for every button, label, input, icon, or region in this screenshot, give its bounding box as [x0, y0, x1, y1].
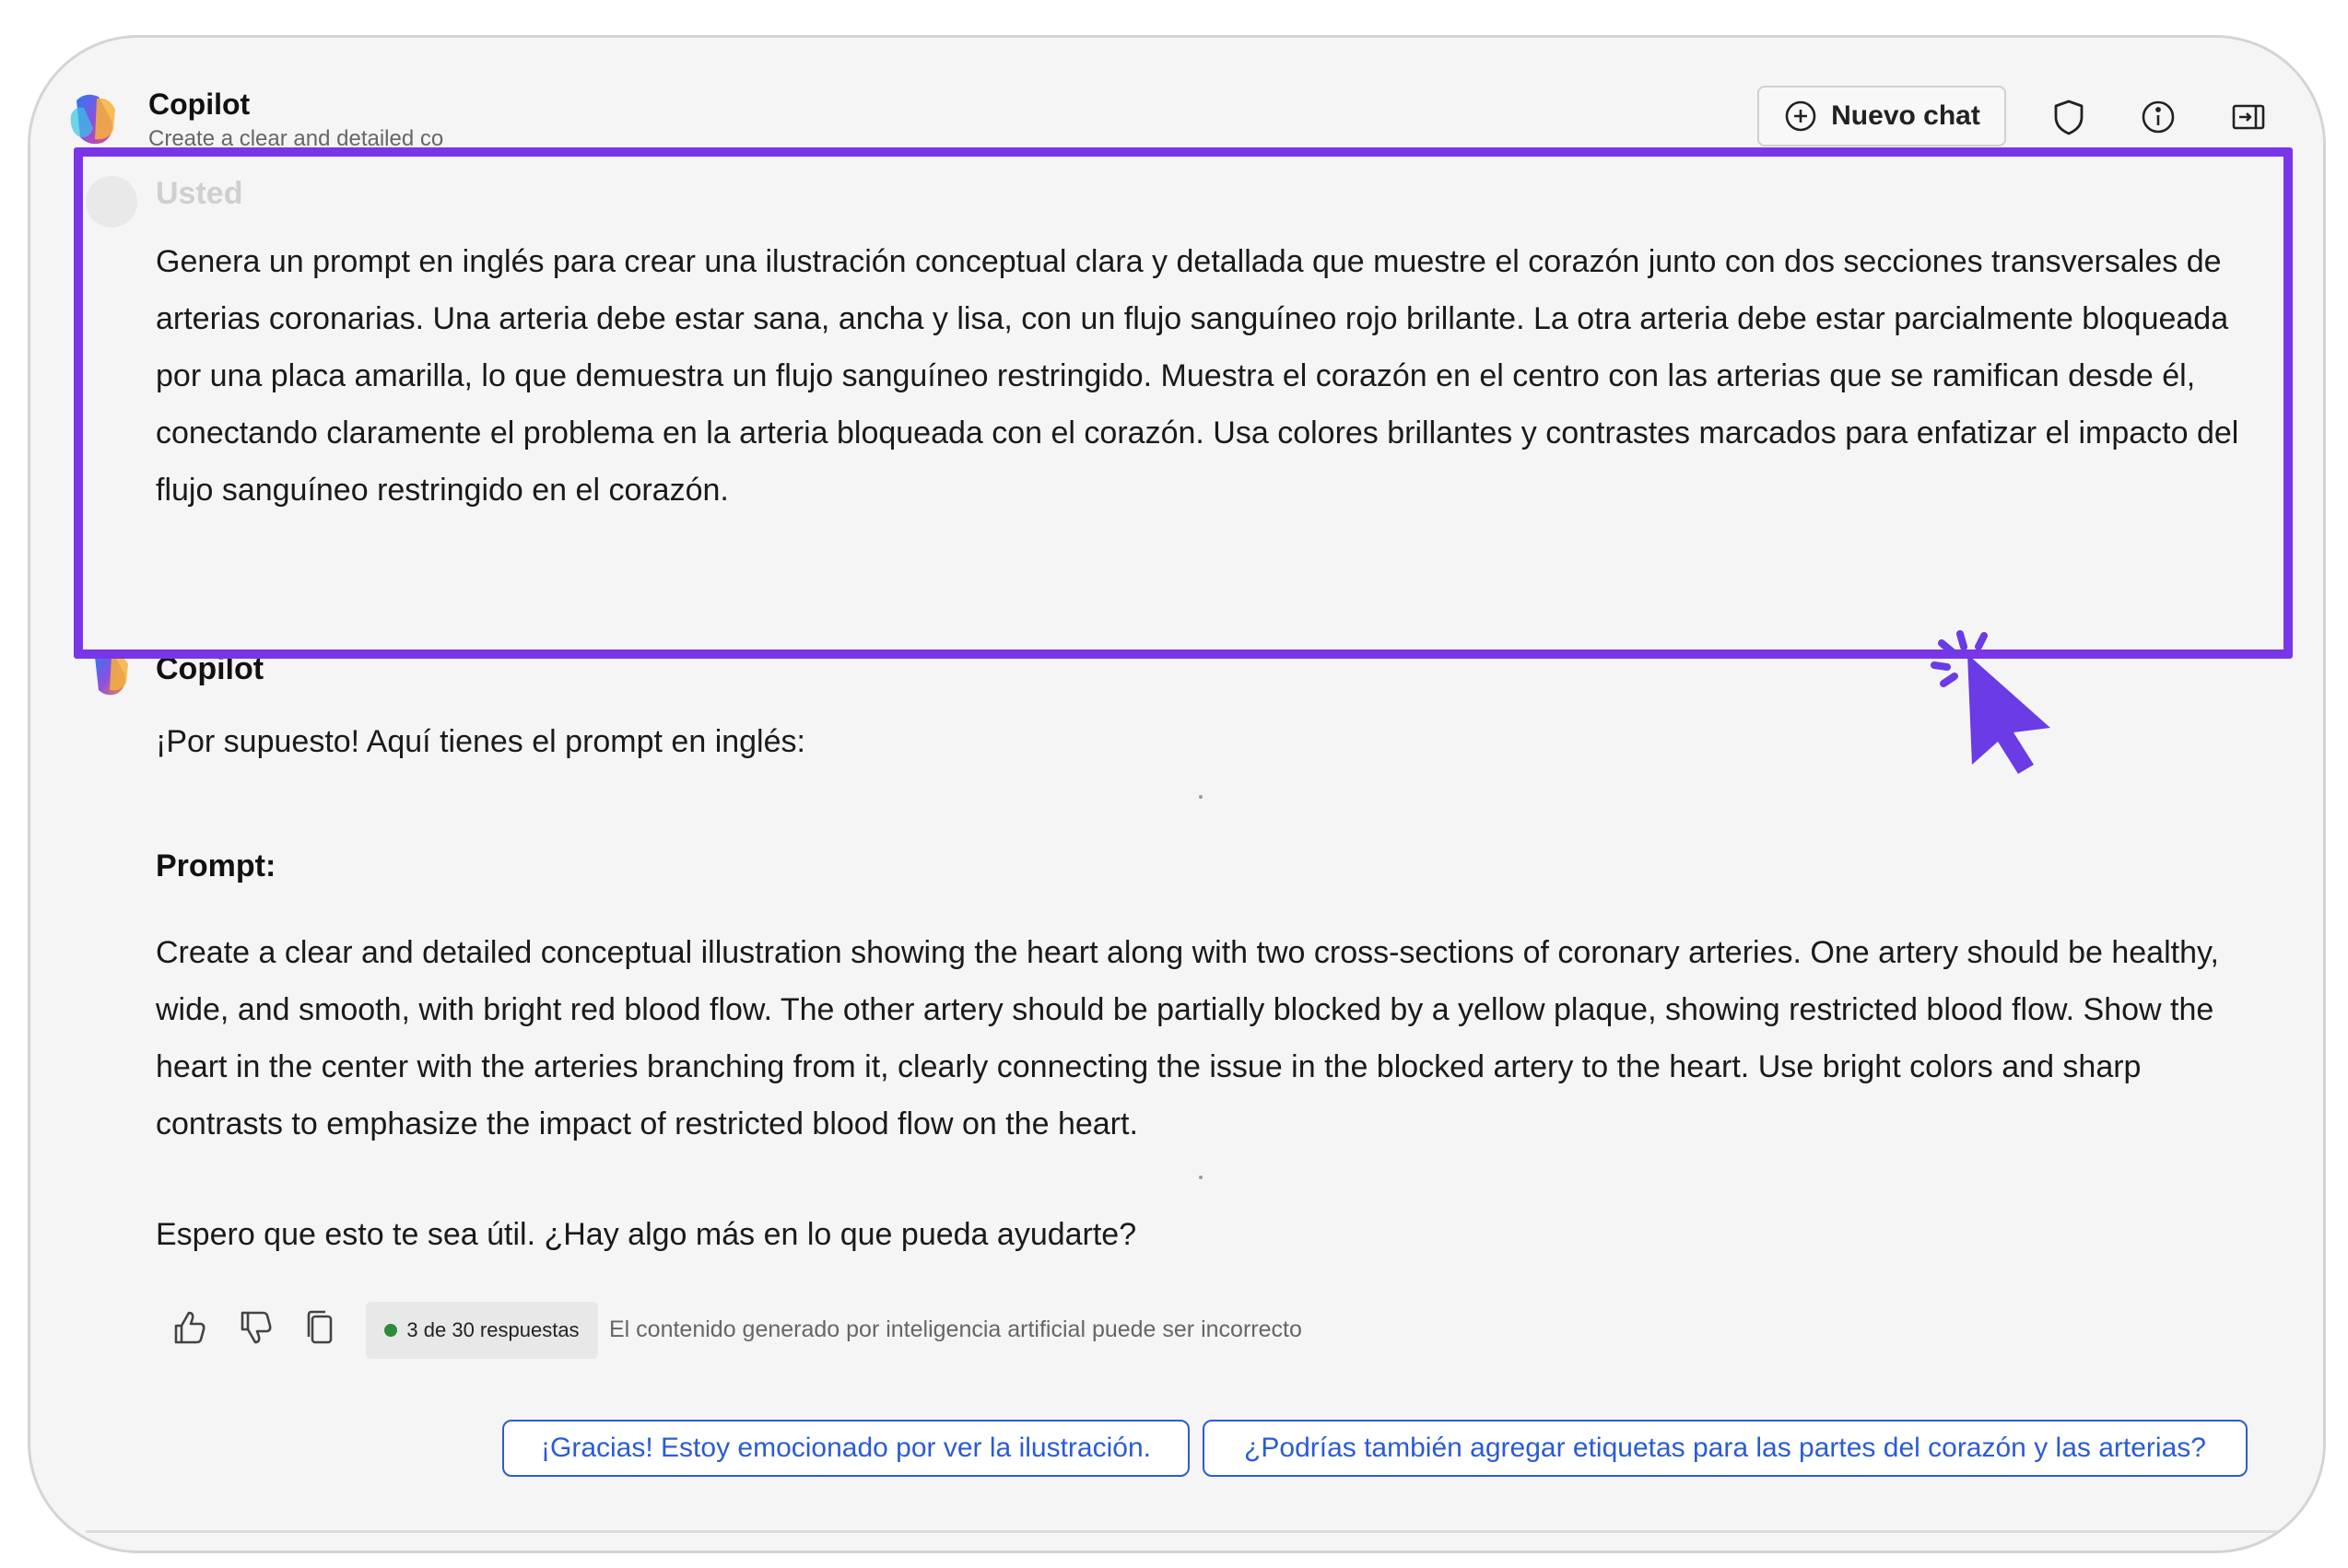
bot-closing: Espero que esto te sea útil. ¿Hay algo más en lo que pueda ayudarte? — [156, 1217, 1137, 1252]
user-message: Genera un prompt en inglés para crear una ilustración conceptual clara y detallada que muestre el corazón junto con dos secciones transversales de arterias coronarias. Una arteria debe estar sana, ancha y lisa, con un flujo sanguíneo rojo brillante. La otra arteria debe estar parcialmente bloqueada por una placa amarilla, lo que demuestra un flujo sanguíneo restringido. Muestra el corazón en el centro con las arterias que se ramifican desde él, conectando claramente el problema en la arteria bloqueada con el corazón. Usa colores brillantes y contrastes marcados para enfatizar el impacto del flujo sanguíneo restringido en el corazón. — [156, 244, 2239, 508]
status-dot — [384, 1324, 397, 1337]
bot-name: Copilot — [156, 651, 264, 686]
input-divider — [86, 1530, 2279, 1533]
bot-intro: ¡Por supuesto! Aquí tienes el prompt en inglés: — [156, 724, 805, 759]
thumbs-down-icon[interactable] — [235, 1307, 276, 1348]
suggestion-chip-labels[interactable]: ¿Podrías también agregar etiquetas para las partes del corazón y las arterias? — [1203, 1420, 2248, 1477]
copilot-logo-icon — [62, 88, 126, 152]
highlight-box — [74, 147, 2293, 659]
new-chat-label: Nuevo chat — [1831, 100, 1980, 131]
divider-dot — [1199, 1176, 1203, 1179]
divider-dot — [1199, 795, 1203, 799]
new-chat-button[interactable] — [1757, 86, 2006, 146]
panel-toggle-icon[interactable] — [2228, 97, 2269, 137]
prompt-text: Create a clear and detailed conceptual illustration showing the heart along with two cross-sections of coronary arteries. One artery should be healthy, wide, and smooth, with bright red blood flow. The other artery should be partially blocked by a yellow plaque, showing restricted blood flow. Show the heart in the center with the arteries branching from it, clearly connecting the issue in the blocked artery to the heart. Use bright colors and sharp contrasts to emphasize the impact of restricted blood flow on the heart. — [156, 935, 2219, 1141]
chat-subtitle: Create a clear and detailed co — [148, 126, 444, 151]
info-icon[interactable] — [2138, 97, 2178, 137]
suggestion-chip-thanks[interactable]: ¡Gracias! Estoy emocionado por ver la ilustración. — [502, 1420, 1190, 1477]
thumbs-up-icon[interactable] — [169, 1307, 209, 1348]
user-name: Usted — [156, 176, 243, 211]
cursor-click-icon — [1931, 626, 2078, 783]
app-title: Copilot — [148, 88, 251, 121]
app-header — [30, 38, 2323, 151]
responses-count: 3 de 30 respuestas — [406, 1318, 580, 1341]
copy-icon[interactable] — [299, 1307, 340, 1348]
ai-disclaimer: El contenido generado por inteligencia artificial puede ser incorrecto — [609, 1316, 1302, 1342]
prompt-label: Prompt: — [156, 848, 276, 883]
plus-circle-icon — [1783, 99, 1818, 134]
responses-badge — [366, 1302, 598, 1359]
shield-icon[interactable] — [2049, 97, 2089, 137]
